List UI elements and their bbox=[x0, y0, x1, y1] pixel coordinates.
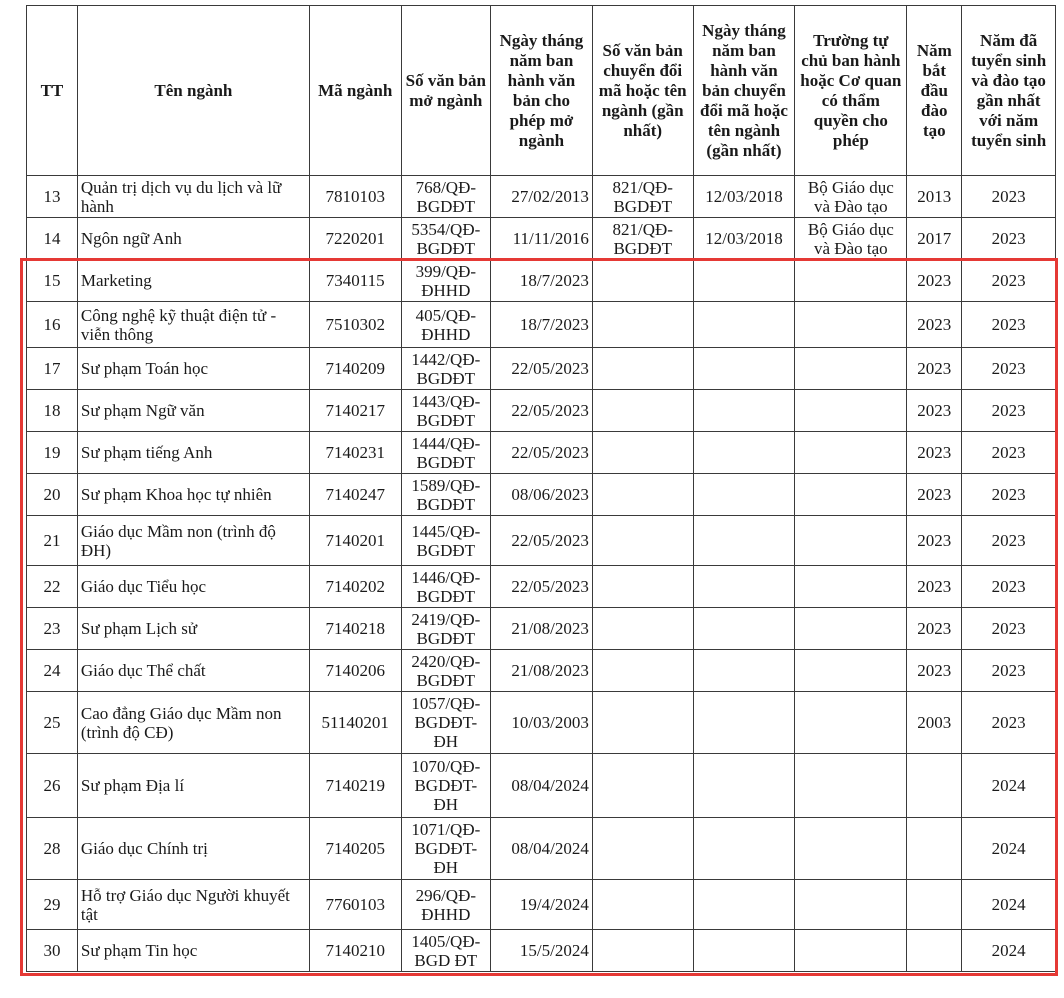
cell-co-quan bbox=[795, 390, 907, 432]
cell-ngay-ban-hanh: 22/05/2023 bbox=[491, 516, 593, 566]
cell-nam-bat-dau bbox=[907, 930, 962, 972]
cell-ma-nganh: 7810103 bbox=[309, 176, 401, 218]
cell-nam-tuyen-sinh: 2023 bbox=[962, 474, 1056, 516]
cell-nam-tuyen-sinh: 2023 bbox=[962, 348, 1056, 390]
cell-ngay-ban-hanh: 10/03/2003 bbox=[491, 692, 593, 754]
cell-so-van-ban: 1405/QĐ-BGD ĐT bbox=[401, 930, 491, 972]
cell-ma-nganh: 7220201 bbox=[309, 218, 401, 260]
cell-co-quan bbox=[795, 818, 907, 880]
cell-nam-tuyen-sinh: 2023 bbox=[962, 218, 1056, 260]
table-row bbox=[27, 390, 1056, 432]
table-row bbox=[27, 566, 1056, 608]
cell-ngay-ban-hanh: 22/05/2023 bbox=[491, 390, 593, 432]
cell-co-quan bbox=[795, 930, 907, 972]
cell-ten-nganh: Giáo dục Mầm non (trình độ ĐH) bbox=[77, 516, 309, 566]
cell-ngay-ban-hanh: 08/04/2024 bbox=[491, 818, 593, 880]
header-co-quan: Trường tự chủ ban hành hoặc Cơ quan có thẩm quyền cho phép bbox=[795, 6, 907, 176]
cell-tt: 19 bbox=[27, 432, 78, 474]
cell-tt: 20 bbox=[27, 474, 78, 516]
table-row bbox=[27, 302, 1056, 348]
cell-co-quan bbox=[795, 608, 907, 650]
cell-so-van-ban-chuyen-doi bbox=[592, 348, 693, 390]
cell-co-quan bbox=[795, 432, 907, 474]
table-row bbox=[27, 348, 1056, 390]
table-row bbox=[27, 218, 1056, 260]
cell-so-van-ban: 1071/QĐ-BGDĐT-ĐH bbox=[401, 818, 491, 880]
cell-ten-nganh: Sư phạm Tin học bbox=[77, 930, 309, 972]
cell-ten-nganh: Giáo dục Thể chất bbox=[77, 650, 309, 692]
table-row bbox=[27, 260, 1056, 302]
cell-ngay-ban-hanh: 08/06/2023 bbox=[491, 474, 593, 516]
cell-so-van-ban: 1443/QĐ-BGDĐT bbox=[401, 390, 491, 432]
cell-nam-bat-dau: 2013 bbox=[907, 176, 962, 218]
cell-ten-nganh: Sư phạm Địa lí bbox=[77, 754, 309, 818]
cell-ngay-chuyen-doi bbox=[693, 754, 795, 818]
table-row bbox=[27, 754, 1056, 818]
cell-co-quan bbox=[795, 348, 907, 390]
cell-nam-tuyen-sinh: 2023 bbox=[962, 566, 1056, 608]
table-header-row bbox=[27, 6, 1056, 176]
cell-ngay-chuyen-doi bbox=[693, 432, 795, 474]
cell-tt: 28 bbox=[27, 818, 78, 880]
cell-ngay-chuyen-doi bbox=[693, 880, 795, 930]
cell-tt: 15 bbox=[27, 260, 78, 302]
cell-ten-nganh: Marketing bbox=[77, 260, 309, 302]
cell-so-van-ban: 405/QĐ-ĐHHD bbox=[401, 302, 491, 348]
cell-co-quan bbox=[795, 880, 907, 930]
cell-tt: 25 bbox=[27, 692, 78, 754]
header-ma-nganh: Mã ngành bbox=[309, 6, 401, 176]
cell-ngay-chuyen-doi bbox=[693, 692, 795, 754]
cell-nam-tuyen-sinh: 2023 bbox=[962, 302, 1056, 348]
cell-ma-nganh: 7510302 bbox=[309, 302, 401, 348]
cell-nam-tuyen-sinh: 2023 bbox=[962, 692, 1056, 754]
header-ten-nganh: Tên ngành bbox=[77, 6, 309, 176]
cell-co-quan bbox=[795, 516, 907, 566]
cell-ngay-chuyen-doi: 12/03/2018 bbox=[693, 176, 795, 218]
cell-co-quan bbox=[795, 692, 907, 754]
cell-so-van-ban: 1442/QĐ-BGDĐT bbox=[401, 348, 491, 390]
cell-tt: 14 bbox=[27, 218, 78, 260]
cell-nam-bat-dau bbox=[907, 754, 962, 818]
cell-so-van-ban-chuyen-doi bbox=[592, 432, 693, 474]
cell-ma-nganh: 7140206 bbox=[309, 650, 401, 692]
table-row bbox=[27, 818, 1056, 880]
table-row bbox=[27, 176, 1056, 218]
cell-nam-tuyen-sinh: 2024 bbox=[962, 818, 1056, 880]
cell-nam-tuyen-sinh: 2023 bbox=[962, 432, 1056, 474]
cell-so-van-ban-chuyen-doi bbox=[592, 880, 693, 930]
cell-nam-bat-dau: 2023 bbox=[907, 302, 962, 348]
cell-nam-bat-dau: 2023 bbox=[907, 608, 962, 650]
table-row bbox=[27, 608, 1056, 650]
cell-ten-nganh: Sư phạm Khoa học tự nhiên bbox=[77, 474, 309, 516]
cell-co-quan bbox=[795, 754, 907, 818]
header-ngay-ban-hanh: Ngày tháng năm ban hành văn bản cho phép mở ngành bbox=[491, 6, 593, 176]
cell-so-van-ban-chuyen-doi bbox=[592, 754, 693, 818]
cell-so-van-ban: 768/QĐ-BGDĐT bbox=[401, 176, 491, 218]
cell-nam-bat-dau bbox=[907, 818, 962, 880]
cell-co-quan bbox=[795, 302, 907, 348]
table-row bbox=[27, 474, 1056, 516]
cell-nam-tuyen-sinh: 2023 bbox=[962, 608, 1056, 650]
cell-nam-bat-dau bbox=[907, 880, 962, 930]
table-row bbox=[27, 930, 1056, 972]
cell-ngay-chuyen-doi bbox=[693, 566, 795, 608]
table-row bbox=[27, 516, 1056, 566]
header-so-van-ban: Số văn bản mở ngành bbox=[401, 6, 491, 176]
cell-ngay-chuyen-doi bbox=[693, 302, 795, 348]
cell-co-quan bbox=[795, 566, 907, 608]
cell-ma-nganh: 7760103 bbox=[309, 880, 401, 930]
cell-nam-bat-dau: 2023 bbox=[907, 260, 962, 302]
cell-so-van-ban-chuyen-doi: 821/QĐ-BGDĐT bbox=[592, 218, 693, 260]
cell-ten-nganh: Quản trị dịch vụ du lịch và lữ hành bbox=[77, 176, 309, 218]
cell-ngay-chuyen-doi bbox=[693, 390, 795, 432]
cell-ngay-ban-hanh: 21/08/2023 bbox=[491, 608, 593, 650]
cell-ten-nganh: Sư phạm Lịch sử bbox=[77, 608, 309, 650]
cell-so-van-ban-chuyen-doi bbox=[592, 818, 693, 880]
cell-tt: 24 bbox=[27, 650, 78, 692]
cell-ma-nganh: 7140201 bbox=[309, 516, 401, 566]
cell-so-van-ban: 399/QĐ-ĐHHD bbox=[401, 260, 491, 302]
cell-so-van-ban: 5354/QĐ-BGDĐT bbox=[401, 218, 491, 260]
cell-ngay-chuyen-doi bbox=[693, 818, 795, 880]
cell-ngay-ban-hanh: 22/05/2023 bbox=[491, 432, 593, 474]
cell-tt: 17 bbox=[27, 348, 78, 390]
cell-ngay-chuyen-doi bbox=[693, 930, 795, 972]
cell-ngay-ban-hanh: 19/4/2024 bbox=[491, 880, 593, 930]
cell-so-van-ban: 296/QĐ-ĐHHD bbox=[401, 880, 491, 930]
cell-nam-bat-dau: 2003 bbox=[907, 692, 962, 754]
cell-nam-tuyen-sinh: 2023 bbox=[962, 176, 1056, 218]
cell-so-van-ban: 1446/QĐ-BGDĐT bbox=[401, 566, 491, 608]
cell-ten-nganh: Cao đẳng Giáo dục Mầm non (trình độ CĐ) bbox=[77, 692, 309, 754]
cell-ngay-chuyen-doi bbox=[693, 260, 795, 302]
cell-co-quan bbox=[795, 474, 907, 516]
cell-so-van-ban-chuyen-doi bbox=[592, 474, 693, 516]
cell-ten-nganh: Giáo dục Chính trị bbox=[77, 818, 309, 880]
table-row bbox=[27, 692, 1056, 754]
cell-nam-tuyen-sinh: 2023 bbox=[962, 516, 1056, 566]
cell-ma-nganh: 7140210 bbox=[309, 930, 401, 972]
cell-ma-nganh: 7140231 bbox=[309, 432, 401, 474]
cell-so-van-ban: 1444/QĐ-BGDĐT bbox=[401, 432, 491, 474]
cell-nam-bat-dau: 2017 bbox=[907, 218, 962, 260]
cell-tt: 26 bbox=[27, 754, 78, 818]
cell-nam-tuyen-sinh: 2024 bbox=[962, 880, 1056, 930]
cell-ngay-ban-hanh: 11/11/2016 bbox=[491, 218, 593, 260]
cell-ngay-chuyen-doi bbox=[693, 348, 795, 390]
cell-tt: 29 bbox=[27, 880, 78, 930]
cell-ten-nganh: Sư phạm Ngữ văn bbox=[77, 390, 309, 432]
cell-ma-nganh: 7140209 bbox=[309, 348, 401, 390]
cell-ten-nganh: Sư phạm tiếng Anh bbox=[77, 432, 309, 474]
cell-nam-bat-dau: 2023 bbox=[907, 348, 962, 390]
header-ngay-chuyen-doi: Ngày tháng năm ban hành văn bản chuyển đổi mã hoặc tên ngành (gần nhất) bbox=[693, 6, 795, 176]
table-row bbox=[27, 880, 1056, 930]
cell-so-van-ban-chuyen-doi bbox=[592, 260, 693, 302]
cell-co-quan bbox=[795, 260, 907, 302]
cell-nam-bat-dau: 2023 bbox=[907, 474, 962, 516]
cell-nam-bat-dau: 2023 bbox=[907, 650, 962, 692]
cell-ma-nganh: 51140201 bbox=[309, 692, 401, 754]
cell-so-van-ban: 1589/QĐ-BGDĐT bbox=[401, 474, 491, 516]
cell-ten-nganh: Ngôn ngữ Anh bbox=[77, 218, 309, 260]
cell-ngay-ban-hanh: 08/04/2024 bbox=[491, 754, 593, 818]
cell-so-van-ban: 2420/QĐ-BGDĐT bbox=[401, 650, 491, 692]
cell-ngay-chuyen-doi bbox=[693, 650, 795, 692]
cell-so-van-ban: 1070/QĐ-BGDĐT-ĐH bbox=[401, 754, 491, 818]
cell-ngay-chuyen-doi bbox=[693, 608, 795, 650]
cell-ngay-chuyen-doi: 12/03/2018 bbox=[693, 218, 795, 260]
cell-ma-nganh: 7140247 bbox=[309, 474, 401, 516]
cell-ngay-ban-hanh: 15/5/2024 bbox=[491, 930, 593, 972]
cell-tt: 30 bbox=[27, 930, 78, 972]
cell-so-van-ban-chuyen-doi bbox=[592, 566, 693, 608]
cell-ten-nganh: Công nghệ kỹ thuật điện tử - viễn thông bbox=[77, 302, 309, 348]
cell-so-van-ban-chuyen-doi bbox=[592, 302, 693, 348]
cell-co-quan: Bộ Giáo dục và Đào tạo bbox=[795, 218, 907, 260]
cell-nam-tuyen-sinh: 2024 bbox=[962, 754, 1056, 818]
cell-ngay-chuyen-doi bbox=[693, 516, 795, 566]
cell-so-van-ban-chuyen-doi bbox=[592, 650, 693, 692]
table-row bbox=[27, 432, 1056, 474]
cell-ma-nganh: 7140219 bbox=[309, 754, 401, 818]
cell-nam-bat-dau: 2023 bbox=[907, 432, 962, 474]
cell-ngay-ban-hanh: 27/02/2013 bbox=[491, 176, 593, 218]
cell-so-van-ban-chuyen-doi bbox=[592, 692, 693, 754]
cell-ten-nganh: Giáo dục Tiểu học bbox=[77, 566, 309, 608]
cell-so-van-ban: 1445/QĐ-BGDĐT bbox=[401, 516, 491, 566]
cell-so-van-ban-chuyen-doi bbox=[592, 608, 693, 650]
cell-tt: 23 bbox=[27, 608, 78, 650]
program-table bbox=[26, 5, 1056, 972]
cell-ngay-ban-hanh: 21/08/2023 bbox=[491, 650, 593, 692]
cell-tt: 18 bbox=[27, 390, 78, 432]
header-nam-bat-dau: Năm bắt đầu đào tạo bbox=[907, 6, 962, 176]
cell-so-van-ban-chuyen-doi bbox=[592, 516, 693, 566]
cell-so-van-ban: 1057/QĐ-BGDĐT-ĐH bbox=[401, 692, 491, 754]
cell-ngay-ban-hanh: 22/05/2023 bbox=[491, 348, 593, 390]
cell-tt: 21 bbox=[27, 516, 78, 566]
cell-co-quan: Bộ Giáo dục và Đào tạo bbox=[795, 176, 907, 218]
header-nam-tuyen-sinh: Năm đã tuyển sinh và đào tạo gần nhất với năm tuyển sinh bbox=[962, 6, 1056, 176]
cell-ma-nganh: 7140217 bbox=[309, 390, 401, 432]
cell-ngay-ban-hanh: 18/7/2023 bbox=[491, 302, 593, 348]
cell-nam-tuyen-sinh: 2023 bbox=[962, 650, 1056, 692]
cell-so-van-ban-chuyen-doi bbox=[592, 930, 693, 972]
cell-ngay-chuyen-doi bbox=[693, 474, 795, 516]
cell-nam-tuyen-sinh: 2023 bbox=[962, 260, 1056, 302]
cell-ma-nganh: 7140202 bbox=[309, 566, 401, 608]
cell-nam-tuyen-sinh: 2024 bbox=[962, 930, 1056, 972]
header-so-van-ban-chuyen-doi: Số văn bản chuyển đổi mã hoặc tên ngành (gần nhất) bbox=[592, 6, 693, 176]
header-tt: TT bbox=[27, 6, 78, 176]
cell-so-van-ban-chuyen-doi bbox=[592, 390, 693, 432]
cell-ma-nganh: 7140205 bbox=[309, 818, 401, 880]
cell-ten-nganh: Sư phạm Toán học bbox=[77, 348, 309, 390]
cell-co-quan bbox=[795, 650, 907, 692]
cell-ma-nganh: 7140218 bbox=[309, 608, 401, 650]
cell-tt: 22 bbox=[27, 566, 78, 608]
cell-ma-nganh: 7340115 bbox=[309, 260, 401, 302]
cell-so-van-ban-chuyen-doi: 821/QĐ-BGDĐT bbox=[592, 176, 693, 218]
cell-nam-bat-dau: 2023 bbox=[907, 390, 962, 432]
cell-ten-nganh: Hỗ trợ Giáo dục Người khuyết tật bbox=[77, 880, 309, 930]
cell-tt: 16 bbox=[27, 302, 78, 348]
cell-tt: 13 bbox=[27, 176, 78, 218]
cell-so-van-ban: 2419/QĐ-BGDĐT bbox=[401, 608, 491, 650]
table-row bbox=[27, 650, 1056, 692]
cell-nam-tuyen-sinh: 2023 bbox=[962, 390, 1056, 432]
cell-ngay-ban-hanh: 18/7/2023 bbox=[491, 260, 593, 302]
cell-nam-bat-dau: 2023 bbox=[907, 566, 962, 608]
cell-nam-bat-dau: 2023 bbox=[907, 516, 962, 566]
cell-ngay-ban-hanh: 22/05/2023 bbox=[491, 566, 593, 608]
